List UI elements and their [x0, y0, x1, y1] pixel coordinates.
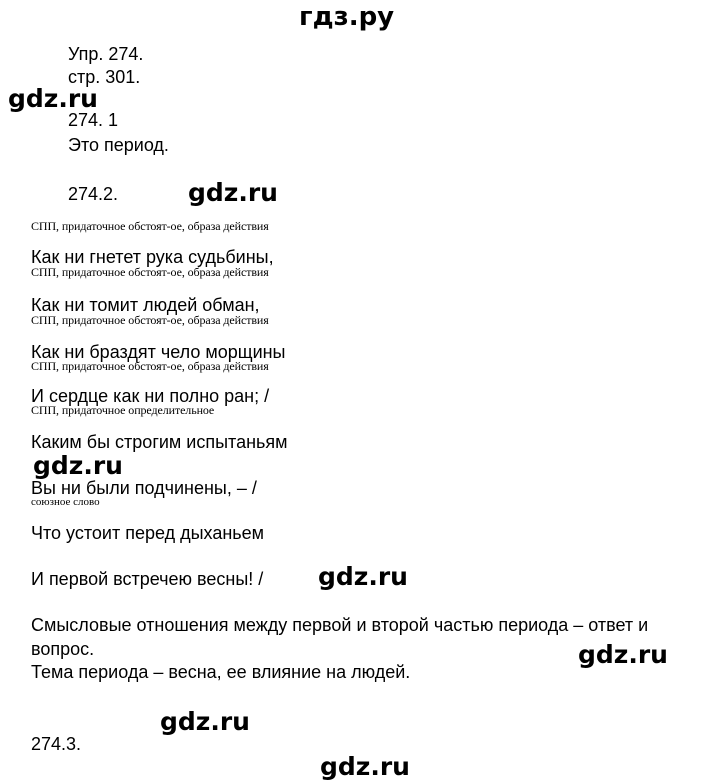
task1-label: 274. 1 — [68, 110, 119, 130]
grammar-note: СПП, придаточное обстоят-ое, образа действия — [31, 359, 269, 373]
watermark-logo: gdz.ru — [318, 562, 408, 591]
theme-text: Тема периода – весна, ее влияние на людей. — [31, 662, 411, 682]
exercise-number: Упр. 274. — [68, 44, 144, 64]
watermark-logo: gdz.ru — [320, 752, 410, 781]
task3-label: 274.3. — [31, 734, 82, 754]
watermark-logo: gdz.ru — [8, 84, 98, 113]
task2-label: 274.2. — [68, 184, 119, 204]
poem-line: И сердце как ни полно ран; / — [31, 386, 270, 406]
poem-line: Как ни томит людей обман, — [31, 295, 260, 315]
relation-text-line2: вопрос. — [31, 639, 95, 659]
watermark-logo: gdz.ru — [188, 178, 278, 207]
page-number: стр. 301. — [68, 67, 141, 87]
watermark-logo: gdz.ru — [578, 640, 668, 669]
watermark-logo: gdz.ru — [33, 451, 123, 480]
task1-text: Это период. — [68, 135, 169, 155]
grammar-note: СПП, придаточное определительное — [31, 403, 215, 417]
grammar-note: СПП, придаточное обстоят-ое, образа действия — [31, 265, 269, 279]
poem-line: Как ни браздят чело морщины — [31, 342, 286, 362]
relation-text-line1: Смысловые отношения между первой и второй частью периода – ответ и — [31, 615, 649, 635]
poem-line: Что устоит перед дыханьем — [31, 523, 265, 543]
grammar-note: СПП, придаточное обстоят-ое, образа действия — [31, 313, 269, 327]
grammar-note: союзное слово — [31, 496, 100, 508]
site-header: гдз.ру — [299, 2, 395, 32]
poem-line: И первой встречею весны! / — [31, 569, 264, 589]
poem-line: Вы ни были подчинены, – / — [31, 478, 257, 498]
watermark-logo: gdz.ru — [160, 707, 250, 736]
poem-line: Каким бы строгим испытаньям — [31, 432, 288, 452]
grammar-note: СПП, придаточное обстоят-ое, образа действия — [31, 219, 269, 233]
poem-line: Как ни гнетет рука судьбины, — [31, 247, 274, 267]
